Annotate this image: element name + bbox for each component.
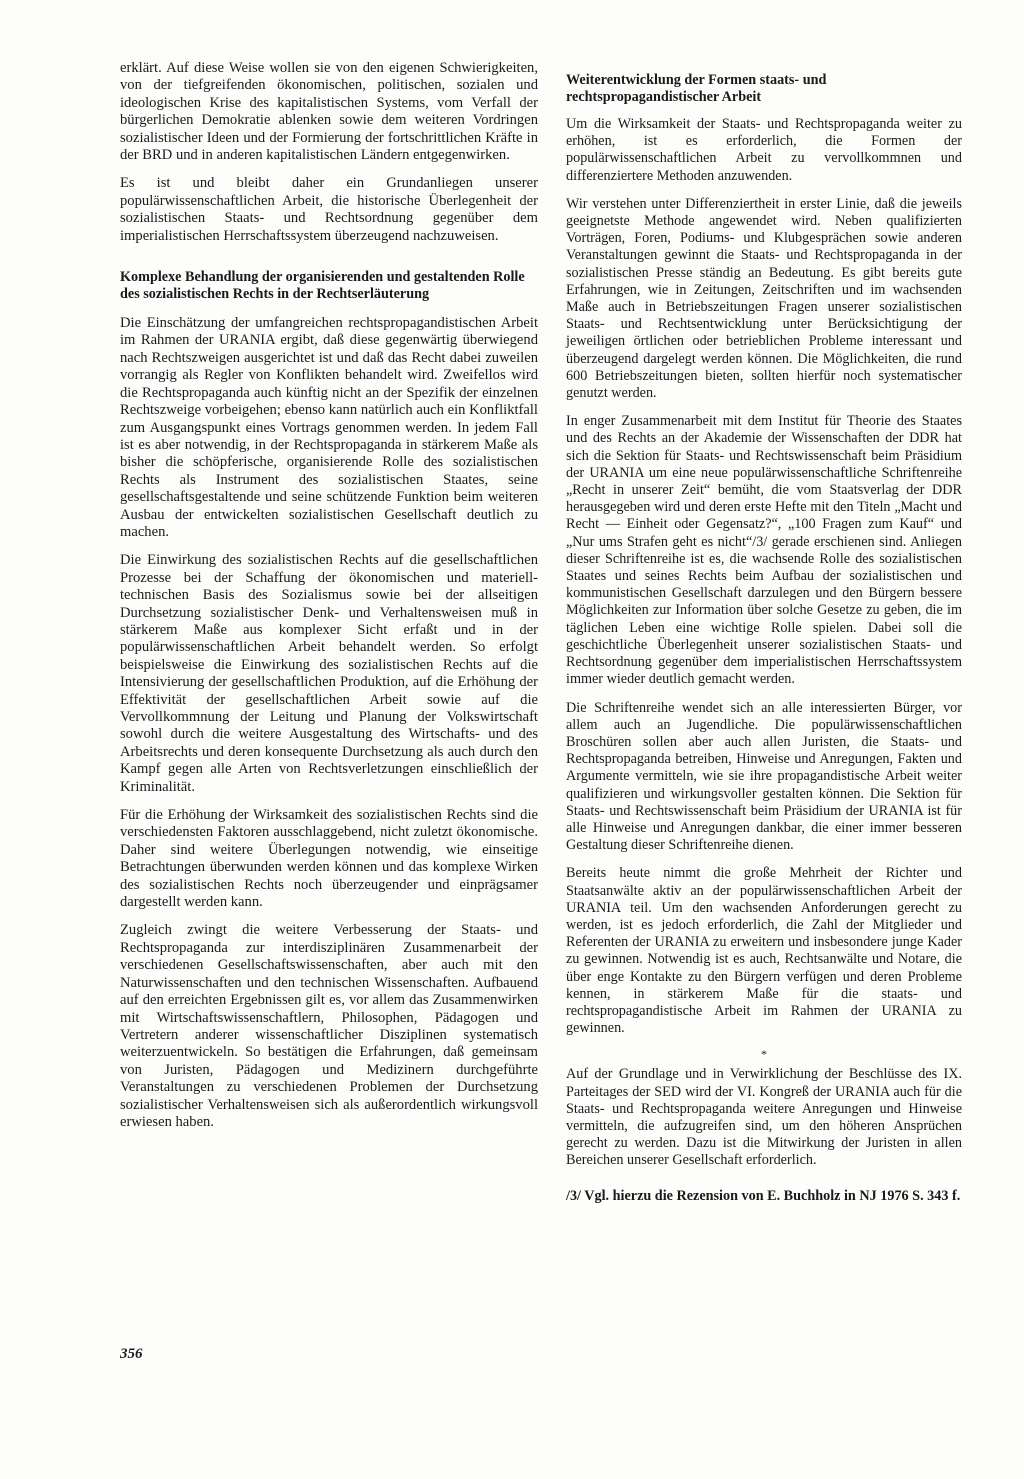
left-column [120, 60, 538, 1142]
right-column [566, 72, 962, 1216]
paragraph: Die Einschätzung der umfangreichen rechtspropagandistischen Arbeit im Rahmen der URANIA ergibt, daß diese gegenwärtig überwiegend nach Rechtszweigen ausgerichtet ist und daß das Recht dabei zuweilen vorrangig als Regler von Konflikten behandelt wird. Zweifellos wird die Rechtspropaganda auch künftig nicht an der Spezifik der einzelnen Rechtszweige vorbeigehen; ebenso kann natürlich auch ein Konfliktfall zum Ausgangspunkt eines Vortrags genommen werden. In jedem Fall ist es aber notwendig, in der Rechtspropaganda in stärkerem Maße als bisher die schöpferische, organisierende Rolle des sozialistischen Rechts als Instrument des sozialistischen Staates, seine gesellschaftsgestaltende und seine schützende Funktion beim weiteren Ausbau der entwickelten sozialistischen Gesellschaft deutlich zu machen. [120, 315, 538, 540]
paragraph: Für die Erhöhung der Wirksamkeit des sozialistischen Rechts sind die verschiedensten Faktoren ausschlaggebend, nicht zuletzt ökonomische. Daher sind weitere Überlegungen notwendig, wie einseitige Betrachtungen überwunden werden können und das komplexe Wirken des sozialistischen Rechts noch überzeugender und einprägsamer dargestellt werden kann. [120, 807, 538, 911]
section-heading: Komplexe Behandlung der organisierenden und gestaltenden Rolle des sozialistischen Rechts in der Rechtserläuterung [120, 269, 525, 303]
paragraph: Die Einwirkung des sozialistischen Rechts auf die gesellschaftlichen Prozesse bei der Schaffung der ökonomischen und materiell-technischen Basis des Sozialismus sowie bei der allseitigen Durchsetzung sozialistischer Denk- und Verhaltensweisen muß in stärkerem Maße aus komplexer Sicht erfaßt und in der populärwissenschaftlichen Arbeit behandelt werden. So erfolgt beispielsweise die Einwirkung des sozialistischen Rechts auf die Intensivierung der gesellschaftlichen Produktion, auf die Erhöhung der Effektivität der gesellschaftlichen Arbeit sowie auf die Vervollkommnung der Leitung und Planung der Volkswirtschaft sowohl durch die weitere Ausgestaltung des Wirtschafts- und des Arbeitsrechts und deren konsequente Durchsetzung als auch durch den Kampf gegen alle Arten von Rechtsverletzungen einschließlich der Kriminalität. [120, 552, 538, 795]
section-heading: Weiterentwicklung der Formen staats- und rechtspropagandistischer Arbeit [566, 72, 827, 105]
paragraph: Es ist und bleibt daher ein Grundanliegen unserer populärwissenschaftlichen Arbeit, die historische Überlegenheit der sozialistischen Staats- und Rechtsordnung gegenüber dem imperialistischen Herrschaftssystem überzeugend nachzuweisen. [120, 175, 538, 244]
paragraph: Wir verstehen unter Differenziertheit in erster Linie, daß die jeweils geeignetste Methode angewendet wird. Neben qualifizierten Vorträgen, Foren, Podiums- und Klubgesprächen sowie anderen Veranstaltungen gewinnt die Staats- und Rechtspropaganda in der sozialistischen Presse ständig an Bedeutung. Es gibt bereits gute Erfahrungen, wie in Zeitungen, Zeitschriften und im wachsenden Maße auch in Betriebszeitungen Fragen unserer sozialistischen Staats- und Rechtsentwicklung unter Berücksichtigung der jeweiligen örtlichen oder betrieblichen Probleme interessant und überzeugend dargelegt werden können. Die Möglichkeiten, die rund 600 Betriebszeitungen bieten, sollten hierfür noch systematischer genutzt werden. [566, 195, 962, 402]
paragraph: Um die Wirksamkeit der Staats- und Rechtspropaganda weiter zu erhöhen, ist es erforderlich, die Formen der populärwissenschaftlichen Arbeit zu vervollkommnen und differenziertere Methoden anzuwenden. [566, 116, 962, 184]
paragraph: Bereits heute nimmt die große Mehrheit der Richter und Staatsanwälte aktiv an der populärwissenschaftlichen Arbeit der URANIA teil. Um den wachsenden Anforderungen gerecht zu werden, ist es jedoch erforderlich, die Zahl der Mitglieder und Referenten der URANIA zu erweitern und insbesondere junge Kader zu gewinnen. Notwendig ist es auch, Rechtsanwälte und Notare, die über enge Kontakte zu den Bürgern verfügen und deren Probleme kennen, in stärkerem Maße für die staats- und rechtspropagandistische Arbeit im Rahmen der URANIA zu gewinnen. [566, 865, 962, 1037]
paragraph: Auf der Grundlage und in Verwirklichung der Beschlüsse des IX. Parteitages der SED wird der VI. Kongreß der URANIA auch für die Staats- und Rechtspropaganda weitere Anregungen und Hinweise vermitteln, die aufzugreifen sind, um den höheren Ansprüchen gerecht zu werden. Dazu ist die Mitwirkung der Juristen in allen Bereichen unserer Gesellschaft erforderlich. [566, 1066, 962, 1169]
paragraph: Zugleich zwingt die weitere Verbesserung der Staats- und Rechtspropaganda zur interdisziplinären Zusammenarbeit der verschiedenen Gesellschaftswissenschaften, aber auch mit den Naturwissenschaften und den technischen Wissenschaften. Aufbauend auf den erreichten Ergebnissen gilt es, vor allem das Zusammenwirken mit Wirtschaftswissenschaftlern, Philosophen, Pädagogen und Vertretern anderer wissenschaftlicher Disziplinen systematisch weiterzuentwickeln. So bestätigen die Erfahrungen, daß gemeinsam von Juristen, Pädagogen und Medizinern durchgeführte Veranstaltungen zu verschiedenen Problemen der Durchsetzung sozialistischer Verhaltensweisen sich als außerordentlich wirkungsvoll erwiesen haben. [120, 922, 538, 1130]
paragraph: In enger Zusammenarbeit mit dem Institut für Theorie des Staates und des Rechts an der Akademie der Wissenschaften der DDR hat sich die Sektion für Staats- und Rechtswissenschaft beim Präsidium der URANIA um eine neue populärwissenschaftliche Schriftenreihe „Recht in unserer Zeit“ bemüht, die vom Staatsverlag der DDR herausgegeben wird und deren erste Hefte mit den Titeln „Macht und Recht — Einheit oder Gegensatz?“, „100 Fragen zum Kauf“ und „Nur ums Strafen geht es nicht“/3/ gerade erschienen sind. Anliegen dieser Schriftenreihe ist es, die wachsende Rolle des sozialistischen Staates und seines Rechts beim Aufbau der sozialistischen und kommunistischen Gesellschaft darzulegen und den Bürgern bessere Möglichkeiten zur Information über solche Gesetze zu geben, die im täglichen Leben eine wichtige Rolle spielen. Dabei soll die geschichtliche Überlegenheit unserer sozialistischen Staats- und Rechtsordnung gegenüber dem imperialistischen Herrschaftssystem immer wieder deutlich gemacht werden. [566, 413, 962, 688]
paragraph: Die Schriftenreihe wendet sich an alle interessierten Bürger, vor allem auch an Jugendliche. Die populärwissenschaftlichen Broschüren sollen aber auch allen Juristen, die Staats- und Rechtspropaganda betreiben, Hinweise und Anregungen, Fakten und Argumente vermitteln, wie sie ihre propagandistische Arbeit weiter qualifizieren und wirkungsvoller gestalten können. Die Sektion für Staats- und Rechtswissenschaft beim Präsidium der URANIA ist für alle Hinweise und Anregungen dankbar, die einer immer besseren Gestaltung dieser Schriftenreihe dienen. [566, 699, 962, 854]
page-number: 356 [120, 1346, 143, 1362]
footnote: /3/ Vgl. hierzu die Rezension von E. Buchholz in NJ 1976 S. 343 f. [566, 1187, 961, 1204]
section-separator: * [761, 1047, 767, 1062]
paragraph: erklärt. Auf diese Weise wollen sie von den eigenen Schwierigkeiten, von der tiefgreifenden ökonomischen, politischen, sozialen und ideologischen Krise des kapitalistischen Systems, vom Verfall der bürgerlichen Demokratie ablenken sowie dem weiteren Vordringen sozialistischer Ideen und der Formierung der fortschrittlichen Kräfte in der BRD und in anderen kapitalistischen Ländern entgegenwirken. [120, 60, 538, 164]
